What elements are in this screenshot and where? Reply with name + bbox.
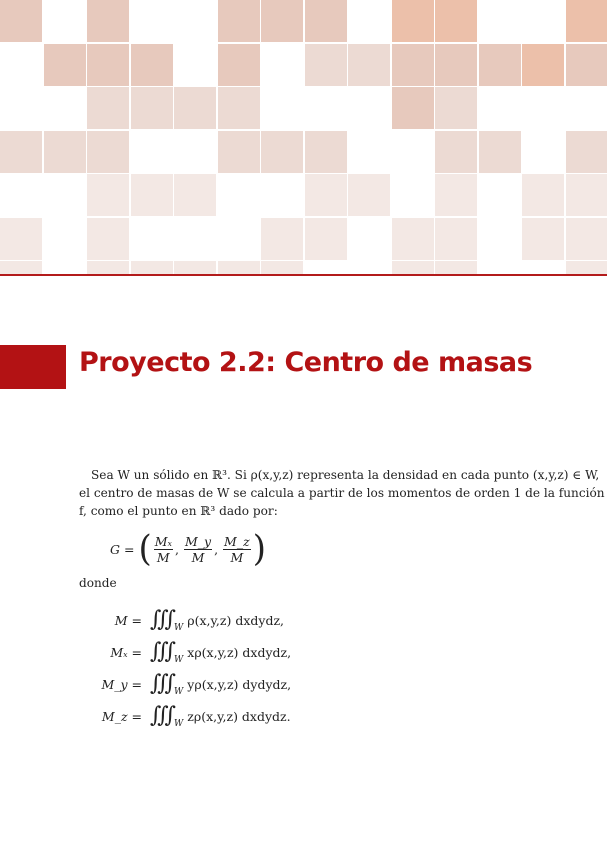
mosaic-tile — [87, 87, 129, 129]
mosaic-tile — [522, 44, 564, 86]
integral-definitions — [96, 604, 291, 732]
mosaic-tile — [87, 218, 129, 260]
paragraph-line: Sea W un sólido en ℝ³. Si ρ(x,y,z) representa la densidad en cada punto (x,y,z) ∈ W, — [91, 468, 600, 482]
mosaic-tile — [0, 131, 42, 173]
integrand: ρ(x,y,z) dxdydz, — [187, 612, 285, 628]
mosaic-tile — [435, 218, 477, 260]
mosaic-tile — [131, 44, 173, 86]
mosaic-tile — [522, 174, 564, 216]
mosaic-tile — [479, 44, 521, 86]
triple-integral-icon: ∭ — [150, 702, 171, 728]
chapter-marker — [0, 345, 66, 389]
comma: , — [174, 541, 179, 557]
mosaic-tile — [174, 87, 216, 129]
intro-paragraph — [79, 466, 605, 520]
mosaic-tile — [435, 44, 477, 86]
mosaic-tile — [218, 131, 260, 173]
fraction-my — [184, 534, 212, 565]
integrand: yρ(x,y,z) dydydz, — [187, 676, 292, 692]
mosaic-tile — [131, 174, 173, 216]
integral-domain: W — [174, 719, 184, 729]
paragraph-line: el centro de masas de W se calcula a partir de los momentos de orden 1 de la función — [79, 486, 605, 500]
center-of-mass-formula — [110, 528, 266, 570]
mosaic-tile — [522, 218, 564, 260]
mosaic-tile — [392, 0, 434, 42]
mosaic-tile — [392, 218, 434, 260]
fraction-denominator: M — [156, 549, 170, 565]
mosaic-tile — [44, 44, 86, 86]
mosaic-tile — [44, 131, 86, 173]
mosaic-tile — [479, 131, 521, 173]
integrand: zρ(x,y,z) dxdydz. — [187, 708, 291, 724]
fraction-numerator: M_y — [184, 533, 212, 549]
mosaic-tile — [305, 131, 347, 173]
integral-row — [96, 604, 291, 636]
mosaic-tile — [305, 218, 347, 260]
integral-lhs: Mₓ = — [110, 644, 142, 660]
mosaic-tile — [435, 131, 477, 173]
mosaic-tile — [566, 131, 607, 173]
mosaic-tile — [218, 87, 260, 129]
integral-domain: W — [174, 687, 184, 697]
integral-row — [96, 700, 291, 732]
integral-domain: W — [174, 623, 184, 633]
mosaic-tile — [261, 0, 303, 42]
mosaic-tile — [392, 87, 434, 129]
mosaic-tile — [348, 174, 390, 216]
chapter-title: Proyecto 2.2: Centro de masas — [79, 347, 533, 378]
mosaic-tile — [174, 174, 216, 216]
integral-domain: W — [174, 655, 184, 665]
integral-row — [96, 668, 291, 700]
paragraph-line: f, como el punto en ℝ³ dado por: — [79, 504, 278, 518]
mosaic-tile — [566, 218, 607, 260]
triple-integral-icon: ∭ — [150, 638, 171, 664]
mosaic-tile — [566, 0, 607, 42]
header-rule — [0, 274, 607, 276]
integral-lhs: M = — [114, 612, 142, 628]
mosaic-tile — [348, 44, 390, 86]
mosaic-tile — [87, 44, 129, 86]
header-mosaic — [0, 0, 607, 276]
triple-integral-icon: ∭ — [150, 670, 171, 696]
mosaic-tile — [131, 87, 173, 129]
fraction-mz — [223, 534, 251, 565]
mosaic-tile — [305, 44, 347, 86]
mosaic-tile — [218, 44, 260, 86]
comma: , — [214, 541, 219, 557]
fraction-mx — [154, 534, 173, 565]
integrand: xρ(x,y,z) dxdydz, — [187, 644, 292, 660]
mosaic-tile — [566, 174, 607, 216]
mosaic-tile — [392, 44, 434, 86]
mosaic-tile — [87, 131, 129, 173]
mosaic-tile — [305, 0, 347, 42]
fraction-numerator: M_z — [224, 533, 250, 549]
left-paren: ( — [138, 528, 152, 570]
integral-lhs: M_y = — [101, 676, 142, 692]
mosaic-tile — [261, 131, 303, 173]
mosaic-tile — [0, 218, 42, 260]
triple-integral-icon: ∭ — [150, 606, 171, 632]
formula-lhs: G = — [110, 541, 135, 557]
mosaic-tile — [305, 174, 347, 216]
donde-label: donde — [79, 576, 117, 590]
mosaic-tile — [435, 87, 477, 129]
fraction-denominator: M — [191, 549, 205, 565]
right-paren: ) — [252, 528, 266, 570]
mosaic-tile — [87, 174, 129, 216]
mosaic-tile — [566, 44, 607, 86]
fraction-denominator: M — [230, 549, 244, 565]
mosaic-tile — [0, 0, 42, 42]
mosaic-tile — [261, 218, 303, 260]
mosaic-tile — [435, 0, 477, 42]
mosaic-tile — [218, 0, 260, 42]
mosaic-tile — [87, 0, 129, 42]
integral-row — [96, 636, 291, 668]
integral-lhs: M_z = — [101, 708, 142, 724]
mosaic-tile — [435, 174, 477, 216]
fraction-numerator: Mₓ — [154, 533, 172, 549]
